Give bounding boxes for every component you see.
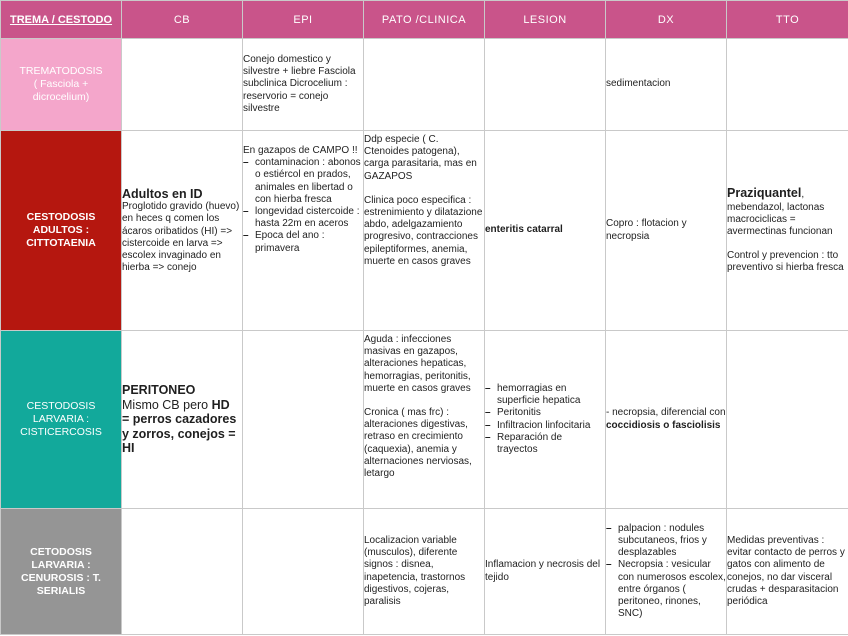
cb-title: PERITONEO <box>122 383 196 398</box>
list-item: – Epoca del ano : primavera <box>243 230 363 254</box>
cell-cb <box>122 509 243 635</box>
dx-text <box>606 407 726 431</box>
header-tto: TTO <box>727 1 848 39</box>
list-item: – Necropsia : vesicular con numerosos escolex, entre órganos ( peritoneo, rinones, SNC) <box>606 559 726 620</box>
list-item: – Reparación de trayectos <box>485 432 605 456</box>
cell-dx <box>606 331 727 509</box>
lesion-list <box>485 383 605 456</box>
row-label-cisticercosis: CESTODOSIS LARVARIA : CISTICERCOSIS <box>1 331 122 509</box>
cell-dx: Copro : flotacion y necropsia <box>606 131 727 331</box>
pato-text-2: Clinica poco especifica : estrenimiento y dilatazione abdo, adelgazamiento progresivo, contracciones epileptiformes, anemia, muerte en casos graves <box>364 194 483 267</box>
cell-cb <box>122 131 243 331</box>
cell-tto <box>727 131 848 331</box>
cell-lesion <box>485 39 606 131</box>
header-lesion: LESION <box>485 1 606 39</box>
list-item: – palpacion : nodules subcutaneos, frios y desplazables <box>606 523 726 560</box>
tto-rest: , mebendazol, lactonas macrociclicas = avermectinas funcionan <box>727 189 833 237</box>
dx-plain: - necropsia, diferencial con <box>606 407 726 419</box>
cell-epi <box>243 331 364 509</box>
cell-pato <box>364 331 485 509</box>
cell-epi <box>243 131 364 331</box>
cell-epi: Conejo domestico y silvestre + liebre Fasciola subclinica Dicrocelium : reservorio = conejo silvestre <box>243 39 364 131</box>
header-pato-clinica: PATO /CLINICA <box>364 1 485 39</box>
header-trema-cestodo <box>1 1 122 39</box>
row-label-trematodosis: TREMATODOSIS ( Fasciola + dicrocelium) <box>1 39 122 131</box>
tto-text <box>727 186 848 238</box>
cb-text: Proglotido gravido (huevo) en heces q comen los ácaros oribatidos (HI) => cistercoide en larva => escolex invaginado en hierba => conejo <box>122 201 240 274</box>
cell-dx: sedimentacion <box>606 39 727 131</box>
pato-aguda: Aguda : infecciones masivas en gazapos, alteraciones hepaticas, hemorragias, peritonitis, muerte en casos graves <box>364 334 471 394</box>
header-cb: CB <box>122 1 243 39</box>
cell-epi <box>243 509 364 635</box>
row-cenurosis <box>1 509 848 635</box>
cb-line <box>122 398 242 413</box>
list-item: – contaminacion : abonos o estiércol en prados, animales en libertad o con hierba fresca <box>243 157 363 206</box>
tto-drug: Praziquantel <box>727 186 802 201</box>
row-trematodosis <box>1 39 848 131</box>
cell-lesion: Inflamacion y necrosis del tejido <box>485 509 606 635</box>
cb-line-text: Mismo CB pero <box>122 397 212 412</box>
list-item: – hemorragias en superficie hepatica <box>485 383 605 407</box>
header-row <box>1 1 848 39</box>
row-label-cenurosis: CETODOSIS LARVARIA : CENUROSIS : T. SERIALIS <box>1 509 122 635</box>
cb-hd: HD <box>211 397 230 412</box>
list-item: – Infiltracion linfocitaria <box>485 420 605 432</box>
tto-control: Control y prevencion : tto preventivo si hierba fresca <box>727 250 844 274</box>
list-item: – longevidad cistercoide : hasta 22m en aceros <box>243 206 363 230</box>
cb-bold-text: = perros cazadores y zorros, conejos = HI <box>122 412 237 456</box>
pato-text-1: Ddp especie ( C. Ctenoides patogena), carga parasitaria, mas en GAZAPOS <box>364 134 477 182</box>
epi-list <box>243 157 363 255</box>
cell-pato <box>364 131 485 331</box>
cell-lesion <box>485 131 606 331</box>
row-label-cestodosis-adultos: CESTODOSIS ADULTOS : CITTOTAENIA <box>1 131 122 331</box>
cb-title: Adultos en ID <box>122 186 203 201</box>
epi-intro: En gazapos de CAMPO !! <box>243 145 358 156</box>
cell-lesion <box>485 331 606 509</box>
dx-list <box>606 523 726 621</box>
row-cisticercosis <box>1 331 848 509</box>
cell-tto <box>727 39 848 131</box>
header-dx: DX <box>606 1 727 39</box>
cell-pato: Localizacion variable (musculos), diferente signos : disnea, inapetencia, trastornos digestivos, cojeras, paralisis <box>364 509 485 635</box>
cell-dx <box>606 509 727 635</box>
row-cestodosis-adultos <box>1 131 848 331</box>
cell-tto: Medidas preventivas : evitar contacto de perros y gatos con alimento de conejos, no dar visceral crudas + desparasitacion periódica <box>727 509 848 635</box>
dx-bold: coccidiosis o fasciolisis <box>606 419 721 431</box>
pato-cronica: Cronica ( mas frc) : alteraciones digestivas, retraso en crecimiento (caquexia), anemia y alternaciones nerviosas, letargo <box>364 407 472 480</box>
lesion-text: enteritis catarral <box>485 224 563 236</box>
header-label: TREMA / CESTODO <box>9 13 113 26</box>
header-epi: EPI <box>243 1 364 39</box>
cell-cb <box>122 39 243 131</box>
list-item: – Peritonitis <box>485 407 605 419</box>
cell-cb <box>122 331 243 509</box>
cell-pato <box>364 39 485 131</box>
cell-tto <box>727 331 848 509</box>
